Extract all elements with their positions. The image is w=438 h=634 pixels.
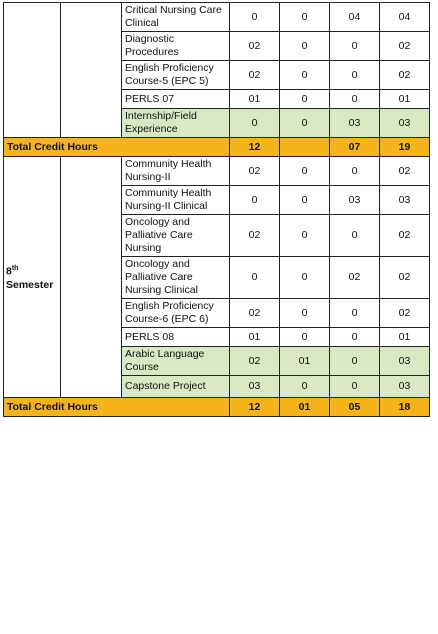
course-name: English Proficiency Course-5 (EPC 5) xyxy=(122,61,230,90)
credit-c4: 02 xyxy=(380,61,430,90)
course-name: Diagnostic Procedures xyxy=(122,32,230,61)
course-name: Community Health Nursing-II Clinical xyxy=(122,186,230,215)
credit-c1: 02 xyxy=(230,32,280,61)
total-c3: 07 xyxy=(330,138,380,157)
total-c3: 05 xyxy=(330,398,380,417)
credit-c1: 0 xyxy=(230,3,280,32)
course-name: Arabic Language Course xyxy=(122,347,230,376)
table-row xyxy=(4,157,430,186)
credit-c3: 0 xyxy=(330,376,380,398)
credit-c2: 0 xyxy=(280,186,330,215)
credit-c1: 02 xyxy=(230,347,280,376)
credit-c3: 0 xyxy=(330,299,380,328)
semester-sup: th xyxy=(11,265,19,273)
table-row xyxy=(4,3,430,32)
credit-c3: 0 xyxy=(330,347,380,376)
credit-c2: 0 xyxy=(280,3,330,32)
credit-c1: 02 xyxy=(230,157,280,186)
course-name: PERLS 08 xyxy=(122,328,230,347)
credit-c2: 0 xyxy=(280,157,330,186)
credit-c3: 0 xyxy=(330,328,380,347)
course-name: Oncology and Palliative Care Nursing Clinical xyxy=(122,257,230,299)
credit-c2: 0 xyxy=(280,215,330,257)
credit-c4: 01 xyxy=(380,328,430,347)
course-name: English Proficiency Course-6 (EPC 6) xyxy=(122,299,230,328)
credit-c3: 0 xyxy=(330,32,380,61)
course-name: Critical Nursing Care Clinical xyxy=(122,3,230,32)
credit-c2: 0 xyxy=(280,90,330,109)
credit-c2: 01 xyxy=(280,347,330,376)
total-c1: 12 xyxy=(230,138,280,157)
blank-cell xyxy=(61,3,122,138)
credit-c4: 02 xyxy=(380,32,430,61)
table-body xyxy=(4,3,430,417)
semester-cell xyxy=(4,3,61,138)
total-c4: 19 xyxy=(380,138,430,157)
credit-c3: 0 xyxy=(330,157,380,186)
course-name: PERLS 07 xyxy=(122,90,230,109)
total-c2: 01 xyxy=(280,398,330,417)
credit-c2: 0 xyxy=(280,257,330,299)
credit-c4: 04 xyxy=(380,3,430,32)
credit-c3: 04 xyxy=(330,3,380,32)
credit-c4: 03 xyxy=(380,109,430,138)
credit-c1: 0 xyxy=(230,109,280,138)
credit-c2: 0 xyxy=(280,299,330,328)
credit-c2: 0 xyxy=(280,61,330,90)
credit-c3: 0 xyxy=(330,61,380,90)
credit-c3: 0 xyxy=(330,90,380,109)
credit-c1: 02 xyxy=(230,215,280,257)
credit-c4: 02 xyxy=(380,299,430,328)
blank-cell xyxy=(61,157,122,398)
semester-word: Semester xyxy=(6,278,54,291)
credit-c4: 02 xyxy=(380,215,430,257)
credit-c4: 02 xyxy=(380,157,430,186)
credit-c3: 0 xyxy=(330,215,380,257)
credit-c2: 0 xyxy=(280,32,330,61)
credit-c1: 02 xyxy=(230,61,280,90)
credit-c3: 03 xyxy=(330,186,380,215)
total-c1: 12 xyxy=(230,398,280,417)
credit-c3: 03 xyxy=(330,109,380,138)
credit-c1: 0 xyxy=(230,257,280,299)
total-c2 xyxy=(280,138,330,157)
credit-c1: 01 xyxy=(230,328,280,347)
course-name: Community Health Nursing-II xyxy=(122,157,230,186)
credit-c1: 03 xyxy=(230,376,280,398)
credit-c4: 03 xyxy=(380,186,430,215)
course-name: Capstone Project xyxy=(122,376,230,398)
course-name: Oncology and Palliative Care Nursing xyxy=(122,215,230,257)
credit-c4: 03 xyxy=(380,376,430,398)
credit-c1: 02 xyxy=(230,299,280,328)
total-row xyxy=(4,398,430,417)
total-c4: 18 xyxy=(380,398,430,417)
credit-c2: 0 xyxy=(280,109,330,138)
credit-c2: 0 xyxy=(280,376,330,398)
semester-label xyxy=(4,157,61,398)
course-name: Internship/Field Experience xyxy=(122,109,230,138)
credit-c3: 02 xyxy=(330,257,380,299)
credit-hours-table xyxy=(3,2,430,417)
credit-c2: 0 xyxy=(280,328,330,347)
total-label: Total Credit Hours xyxy=(4,398,230,417)
semester-number: 8 xyxy=(6,265,12,278)
credit-c4: 01 xyxy=(380,90,430,109)
credit-c4: 02 xyxy=(380,257,430,299)
credit-c1: 01 xyxy=(230,90,280,109)
total-row xyxy=(4,138,430,157)
credit-c1: 0 xyxy=(230,186,280,215)
total-label: Total Credit Hours xyxy=(4,138,230,157)
credit-c4: 03 xyxy=(380,347,430,376)
